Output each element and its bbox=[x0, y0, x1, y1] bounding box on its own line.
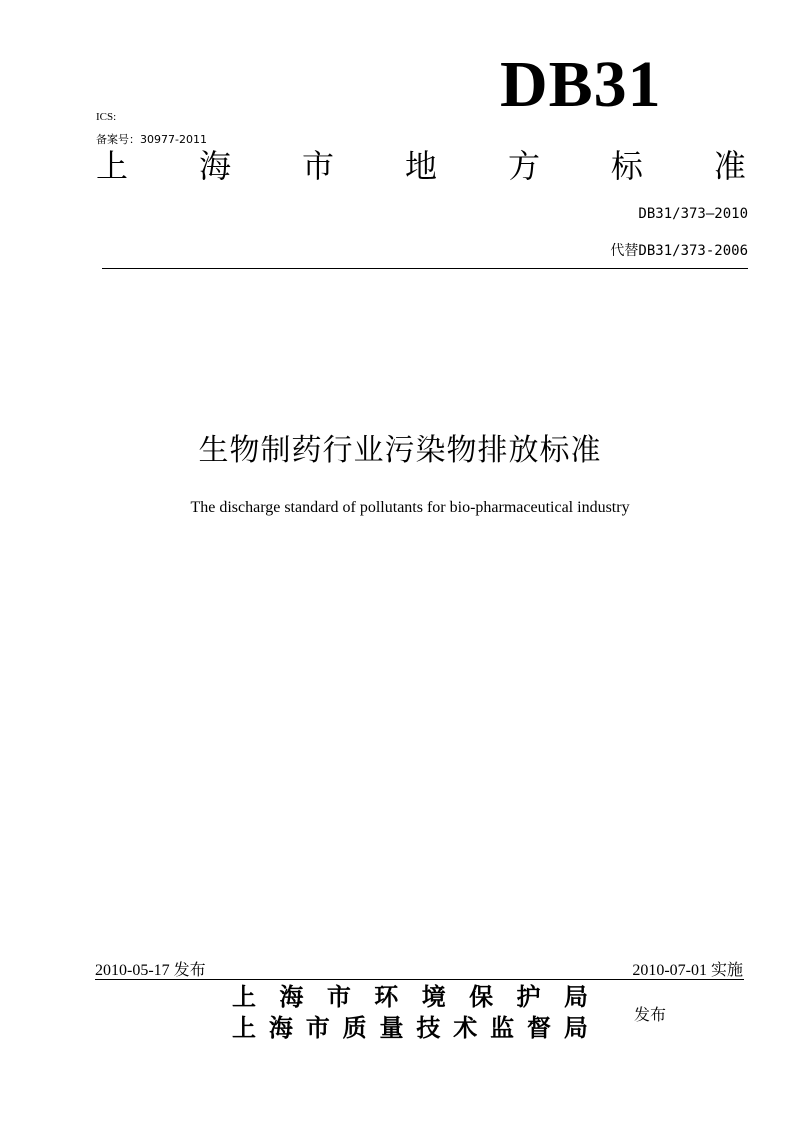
issuer-char: 保 bbox=[469, 982, 494, 1011]
standard-code: DB31 bbox=[500, 48, 662, 121]
issuer-char: 量 bbox=[379, 1013, 404, 1042]
issuer-char: 技 bbox=[416, 1013, 441, 1042]
issuer-char: 境 bbox=[421, 982, 446, 1011]
replaces-standard: 代替DB31/373-2006 bbox=[610, 243, 748, 259]
issuer-char: 海 bbox=[268, 1013, 293, 1042]
issuer-char: 督 bbox=[527, 1013, 551, 1042]
issuer-char: 市 bbox=[326, 982, 351, 1011]
publish-date: 2010-05-17 发布 bbox=[95, 962, 206, 979]
issuer-char: 海 bbox=[279, 982, 304, 1011]
standard-type-char: 方 bbox=[507, 147, 540, 185]
publish-label: 发布 bbox=[634, 1005, 667, 1024]
standard-type-char: 市 bbox=[301, 147, 334, 185]
issuer-char: 监 bbox=[490, 1013, 515, 1042]
issuer-environment-bureau bbox=[232, 983, 588, 1012]
issuer-char: 局 bbox=[563, 1013, 588, 1042]
standard-type-char: 上 bbox=[96, 147, 129, 185]
issuer-char: 护 bbox=[516, 982, 541, 1011]
document-title-zh: 生物制药行业污染物排放标准 bbox=[198, 433, 602, 468]
footer-divider bbox=[95, 979, 744, 980]
standard-type-char: 地 bbox=[404, 147, 437, 185]
implement-date: 2010-07-01 实施 bbox=[632, 962, 743, 979]
document-title-en: The discharge standard of pollutants for bio-pharmaceutical industry bbox=[190, 499, 630, 516]
standard-type-char: 海 bbox=[198, 147, 231, 185]
issuer-char: 上 bbox=[232, 982, 256, 1011]
standard-number: DB31/373—2010 bbox=[638, 206, 748, 222]
standard-type-char: 准 bbox=[713, 147, 746, 185]
issuer-quality-bureau bbox=[232, 1014, 588, 1043]
issuer-char: 市 bbox=[305, 1013, 330, 1042]
issuer-char: 局 bbox=[563, 982, 588, 1011]
issuer-char: 上 bbox=[232, 1013, 256, 1042]
ics-label: ICS: bbox=[96, 111, 117, 123]
header-divider bbox=[102, 268, 748, 269]
issuer-char: 质 bbox=[342, 1013, 367, 1042]
standard-type-title bbox=[96, 147, 746, 185]
issuer-char: 环 bbox=[374, 982, 399, 1011]
standard-type-char: 标 bbox=[610, 147, 643, 185]
record-number: 备案号：30977-2011 bbox=[96, 133, 207, 146]
issuer-char: 术 bbox=[453, 1013, 478, 1042]
